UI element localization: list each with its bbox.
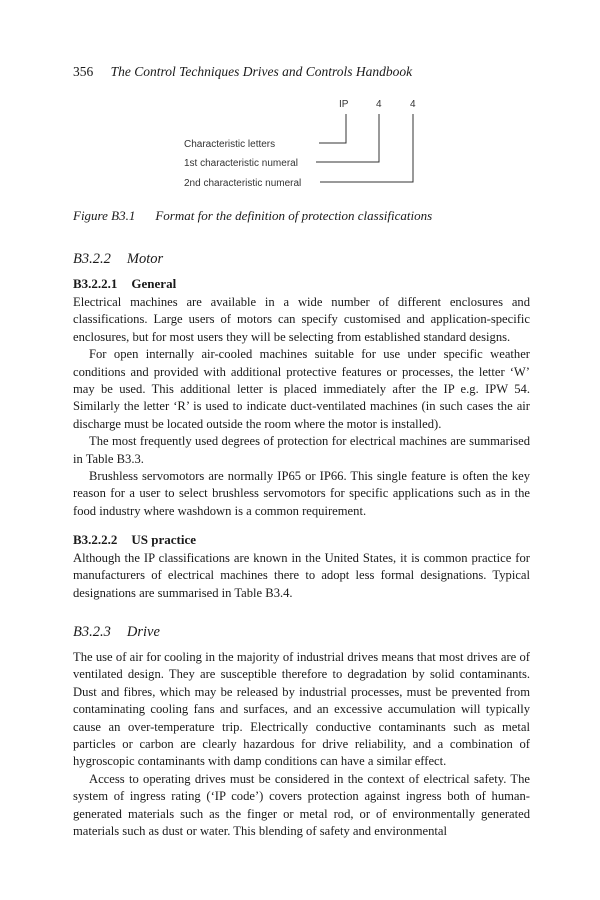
ip-code-figure (0, 0, 600, 200)
section-number: B3.2.3 (73, 624, 111, 640)
section-title: Drive (126, 624, 160, 640)
book-title: The Control Techniques Drives and Controls Handbook (110, 64, 413, 79)
page-number: 356 (73, 64, 94, 79)
label-second-numeral: 2nd characteristic numeral (184, 178, 302, 189)
leader-line-numeral-2 (320, 114, 413, 182)
figure-caption-number: Figure B3.1 (73, 208, 136, 223)
paragraph: The most frequently used degrees of protection for electrical machines are summarised in Table B3.3. (73, 434, 530, 466)
code-digit-1: 4 (376, 99, 382, 110)
leader-line-letters (319, 114, 346, 143)
general-body (73, 294, 530, 520)
paragraph: Although the IP classifications are known in the United States, it is common practice for manufacturers of electrical machines there to adopt less formal designations. Typical designations are summarised in Table B3.4. (73, 551, 530, 600)
paragraph: Access to operating drives must be considered in the context of electrical safety. The system of ingress rating (‘IP code’) covers protection against ingress both of human-generated materials such as the finger or metal rod, or of environmentally generated materials such as dust or water. This blending of safety and environmental (73, 771, 530, 839)
section-heading-drive (73, 624, 160, 641)
subsection-heading-us-practice (73, 532, 196, 548)
section-number: B3.2.2 (73, 251, 111, 267)
subsection-number: B3.2.2.1 (73, 276, 118, 291)
subsection-heading-general (73, 276, 176, 292)
us-practice-body (73, 550, 530, 602)
section-title: Motor (126, 251, 164, 267)
paragraph: The use of air for cooling in the majority of industrial drives means that most drives are of ventilated design. They are susceptible therefore to degradation by solid contaminants. Dust and fibres, which may be released by industrial processes, must be prevented from contaminating cooling fans and surfaces, and an excessive accumulation will typically cause an over-temperature trip. Electrically conductive contaminants such as metal particles or carbon are clearly hazardous for drive reliability, and a combination of hygroscopic contaminants with damp conditions can have a similar effect. (73, 650, 530, 769)
label-characteristic-letters: Characteristic letters (184, 139, 276, 150)
subsection-title: General (131, 276, 177, 291)
subsection-number: B3.2.2.2 (73, 532, 118, 547)
figure-caption-text: Format for the definition of protection classifications (155, 208, 433, 223)
subsection-title: US practice (131, 532, 197, 547)
drive-body (73, 649, 530, 840)
ip-code-diagram (0, 0, 600, 200)
label-first-numeral: 1st characteristic numeral (184, 158, 298, 169)
figure-caption (73, 208, 432, 224)
leader-line-numeral-1 (316, 114, 379, 162)
code-digit-2: 4 (410, 99, 416, 110)
paragraph: Brushless servomotors are normally IP65 or IP66. This single feature is often the key reason for a user to select brushless servomotors for specific applications such as in the food industry where washdown is a common requirement. (73, 469, 530, 518)
section-heading-motor (73, 251, 163, 268)
code-letters: IP (339, 99, 349, 110)
paragraph: Electrical machines are available in a wide number of different enclosures and classifications. Large users of motors can specify customised and application-specific enclosures, but for most users they will be selecting from established standard designs. (73, 295, 530, 344)
paragraph: For open internally air-cooled machines suitable for use under specific weather conditions and provided with additional protective features or processes, the letter ‘W’ may be used. This additional letter is placed immediately after the IP e.g. IPW 54. Similarly the letter ‘R’ is used to indicate duct-ventilated machines (in such cases the air discharge must be located outside the room where the motor is installed). (73, 347, 530, 431)
